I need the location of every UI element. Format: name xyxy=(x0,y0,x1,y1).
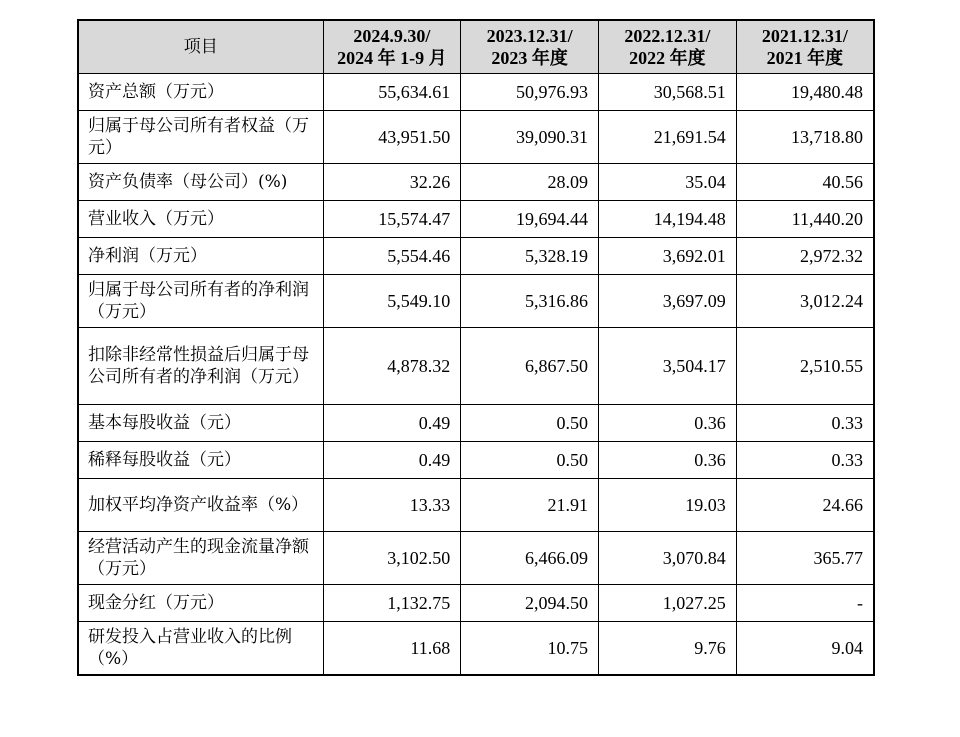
row-value: 39,090.31 xyxy=(461,111,599,164)
row-label: 加权平均净资产收益率（%） xyxy=(78,479,323,532)
row-value: 24.66 xyxy=(736,479,874,532)
row-value: 2,510.55 xyxy=(736,328,874,405)
row-label: 营业收入（万元） xyxy=(78,201,323,238)
row-label: 基本每股收益（元） xyxy=(78,405,323,442)
row-value: 21.91 xyxy=(461,479,599,532)
row-value: 19,480.48 xyxy=(736,74,874,111)
row-value: 0.36 xyxy=(599,405,737,442)
row-value: 11.68 xyxy=(323,622,461,676)
table-row xyxy=(78,405,874,442)
financial-indicators-table-wrapper xyxy=(77,19,873,676)
row-label: 经营活动产生的现金流量净额（万元） xyxy=(78,532,323,585)
row-value: 3,070.84 xyxy=(599,532,737,585)
row-value: 4,878.32 xyxy=(323,328,461,405)
row-value: 19,694.44 xyxy=(461,201,599,238)
row-label: 扣除非经常性损益后归属于母公司所有者的净利润（万元） xyxy=(78,328,323,405)
row-value: 0.49 xyxy=(323,442,461,479)
row-value: 1,027.25 xyxy=(599,585,737,622)
row-label: 现金分红（万元） xyxy=(78,585,323,622)
header-period-2022-label: 2022 年度 xyxy=(629,48,706,68)
row-value: 6,867.50 xyxy=(461,328,599,405)
header-item: 项目 xyxy=(78,20,323,74)
row-value: 3,697.09 xyxy=(599,275,737,328)
row-value: 0.50 xyxy=(461,442,599,479)
header-period-2021 xyxy=(736,20,874,74)
row-value: 13.33 xyxy=(323,479,461,532)
row-value: 9.04 xyxy=(736,622,874,676)
row-value: 21,691.54 xyxy=(599,111,737,164)
header-period-2024-date: 2024.9.30/ xyxy=(353,26,431,46)
row-value: 0.49 xyxy=(323,405,461,442)
header-period-2023-label: 2023 年度 xyxy=(491,48,568,68)
row-value: 3,102.50 xyxy=(323,532,461,585)
row-label: 资产负债率（母公司）(%) xyxy=(78,164,323,201)
row-value: 3,012.24 xyxy=(736,275,874,328)
row-label: 资产总额（万元） xyxy=(78,74,323,111)
row-label: 稀释每股收益（元） xyxy=(78,442,323,479)
row-value: 0.36 xyxy=(599,442,737,479)
row-value: 2,972.32 xyxy=(736,238,874,275)
row-value: 11,440.20 xyxy=(736,201,874,238)
row-value: 32.26 xyxy=(323,164,461,201)
row-value: 0.33 xyxy=(736,442,874,479)
row-value: 5,316.86 xyxy=(461,275,599,328)
row-label: 归属于母公司所有者的净利润（万元） xyxy=(78,275,323,328)
row-value: 3,504.17 xyxy=(599,328,737,405)
row-value: 35.04 xyxy=(599,164,737,201)
row-value: 19.03 xyxy=(599,479,737,532)
row-value: 0.50 xyxy=(461,405,599,442)
table-row xyxy=(78,164,874,201)
row-value: 50,976.93 xyxy=(461,74,599,111)
header-row xyxy=(78,20,874,74)
row-value: 6,466.09 xyxy=(461,532,599,585)
financial-indicators-table xyxy=(77,19,875,676)
row-value: 9.76 xyxy=(599,622,737,676)
row-value: 5,554.46 xyxy=(323,238,461,275)
row-value: 15,574.47 xyxy=(323,201,461,238)
header-period-2024-label: 2024 年 1-9 月 xyxy=(337,48,447,68)
row-value: 40.56 xyxy=(736,164,874,201)
table-row xyxy=(78,479,874,532)
row-value: 55,634.61 xyxy=(323,74,461,111)
header-period-2023 xyxy=(461,20,599,74)
table-row xyxy=(78,238,874,275)
row-value: 28.09 xyxy=(461,164,599,201)
row-value: 14,194.48 xyxy=(599,201,737,238)
header-period-2022 xyxy=(599,20,737,74)
row-value: - xyxy=(736,585,874,622)
table-row xyxy=(78,622,874,676)
row-value: 43,951.50 xyxy=(323,111,461,164)
table-body xyxy=(78,74,874,676)
header-period-2022-date: 2022.12.31/ xyxy=(624,26,711,46)
table-row xyxy=(78,275,874,328)
header-period-2023-date: 2023.12.31/ xyxy=(486,26,573,46)
row-value: 3,692.01 xyxy=(599,238,737,275)
table-row xyxy=(78,74,874,111)
table-row xyxy=(78,442,874,479)
table-row xyxy=(78,585,874,622)
row-value: 5,549.10 xyxy=(323,275,461,328)
row-label: 净利润（万元） xyxy=(78,238,323,275)
row-label: 研发投入占营业收入的比例（%） xyxy=(78,622,323,676)
table-row xyxy=(78,532,874,585)
row-value: 0.33 xyxy=(736,405,874,442)
row-value: 2,094.50 xyxy=(461,585,599,622)
row-value: 1,132.75 xyxy=(323,585,461,622)
row-value: 10.75 xyxy=(461,622,599,676)
table-header xyxy=(78,20,874,74)
header-period-2021-label: 2021 年度 xyxy=(766,48,844,68)
row-value: 5,328.19 xyxy=(461,238,599,275)
row-value: 30,568.51 xyxy=(599,74,737,111)
table-row xyxy=(78,328,874,405)
row-label: 归属于母公司所有者权益（万元） xyxy=(78,111,323,164)
row-value: 13,718.80 xyxy=(736,111,874,164)
header-period-2024 xyxy=(323,20,461,74)
table-row xyxy=(78,201,874,238)
row-value: 365.77 xyxy=(736,532,874,585)
table-row xyxy=(78,111,874,164)
header-period-2021-date: 2021.12.31/ xyxy=(761,26,848,46)
